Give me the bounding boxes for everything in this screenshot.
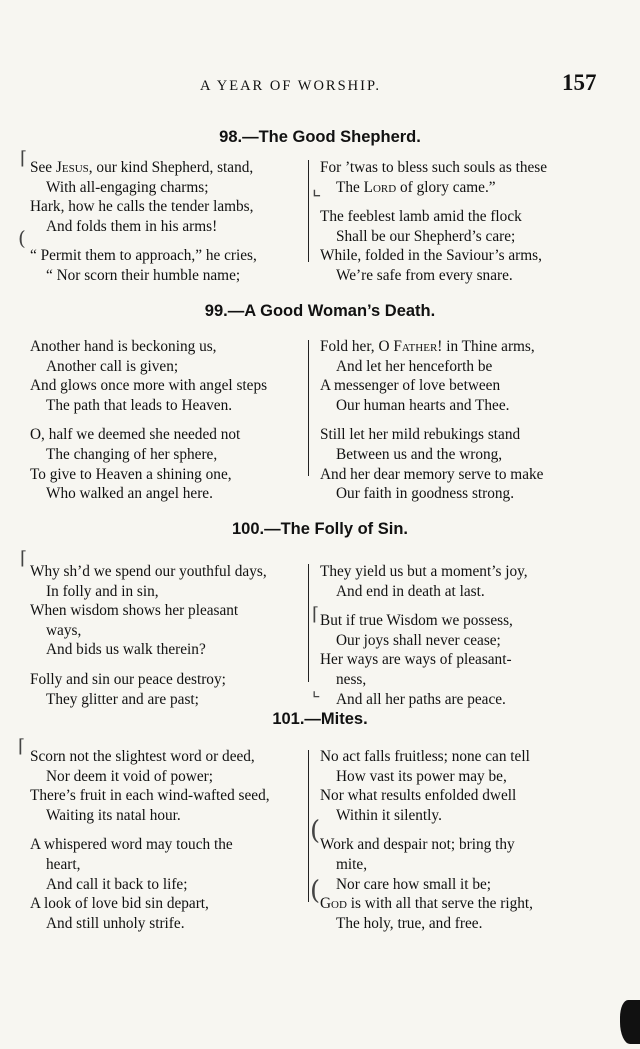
verse-line xyxy=(30,465,267,485)
verse-text: Work and despair not; bring thy xyxy=(320,836,515,854)
verse-text: Her ways are ways of pleasant- xyxy=(320,651,512,669)
verse-line xyxy=(30,601,267,621)
verse-text: “ Nor scorn their humble name; xyxy=(46,266,241,284)
verse-line xyxy=(320,650,528,670)
verse-text: “ Permit them to approach,” he cries, xyxy=(30,247,257,265)
stanza xyxy=(320,158,547,197)
verse-text: Another hand is beckoning us, xyxy=(30,338,217,355)
verse-text: Fold her, O xyxy=(320,338,394,355)
verse-line xyxy=(30,337,267,357)
verse-text: With all-engaging charms; xyxy=(46,178,209,196)
column-divider xyxy=(308,340,309,476)
verse-text: And glows once more with angel steps xyxy=(30,377,268,395)
stanza xyxy=(30,835,270,933)
column-divider xyxy=(308,750,309,902)
verse-text: A look of love bid sin depart, xyxy=(30,895,209,913)
verse-text: Within it silently. xyxy=(336,806,442,824)
verse-text: For ’twas to bless such souls as these xyxy=(320,159,548,176)
verse-text: of glory came.” xyxy=(396,178,496,196)
verse-line xyxy=(320,835,533,855)
verse-line xyxy=(30,445,267,465)
verse-text: Shall be our Shepherd’s care; xyxy=(336,227,516,245)
verse-text: Our faith in goodness strong. xyxy=(336,485,515,503)
hymn-title-101: 101.—Mites. xyxy=(272,710,368,728)
verse-text: And folds them in his arms! xyxy=(46,217,218,235)
verse-text: Still let her mild rebukings stand xyxy=(320,426,521,444)
verse-line xyxy=(30,178,257,198)
stanza xyxy=(30,425,267,503)
hymn-99-left-column xyxy=(30,337,267,514)
verse-line xyxy=(30,806,270,826)
verse-line xyxy=(30,786,270,806)
verse-text: Nor what results enfolded dwell xyxy=(320,787,517,805)
verse-line xyxy=(320,582,528,602)
verse-text: Jesus xyxy=(55,159,89,176)
page-number: 157 xyxy=(562,70,597,95)
verse-line xyxy=(320,894,533,914)
verse-line xyxy=(30,690,267,710)
verse-line xyxy=(320,690,528,710)
verse-text: See xyxy=(30,159,56,176)
verse-line xyxy=(320,445,543,465)
column-divider xyxy=(308,564,309,682)
verse-text: The changing of her sphere, xyxy=(46,445,218,463)
verse-text: And end in death at last. xyxy=(336,582,485,600)
verse-text: Waiting its natal hour. xyxy=(46,806,181,824)
pencil-bracket-mark: ⌞ xyxy=(312,176,322,200)
verse-text: While, folded in the Saviour’s arms, xyxy=(320,247,542,265)
verse-text: In folly and in sin, xyxy=(46,582,159,600)
verse-text: And bids us walk therein? xyxy=(46,641,206,659)
verse-text: A whispered word may touch the xyxy=(30,836,233,854)
verse-line xyxy=(30,396,267,416)
verse-line xyxy=(30,266,257,286)
stanza xyxy=(320,562,528,601)
verse-text: Lord xyxy=(363,178,397,196)
verse-line xyxy=(320,425,543,445)
verse-text: When wisdom shows her pleasant xyxy=(30,602,239,620)
verse-text: Why sh’d we spend our youthful days, xyxy=(30,563,267,580)
verse-line xyxy=(320,396,543,416)
verse-line xyxy=(30,158,257,178)
hymn-101-left-column xyxy=(30,747,270,943)
verse-line xyxy=(30,357,267,377)
verse-line xyxy=(30,894,270,914)
verse-text: Who walked an angel here. xyxy=(46,485,213,503)
verse-text: , our kind Shepherd, stand, xyxy=(88,159,254,176)
stanza xyxy=(30,337,267,415)
verse-text: There’s fruit in each wind-wafted seed, xyxy=(30,787,270,805)
verse-line xyxy=(320,611,528,631)
pencil-bracket-mark: ⌞ xyxy=(312,680,321,701)
verse-line xyxy=(320,337,543,357)
pencil-bracket-mark: ⌈ xyxy=(312,604,320,625)
verse-text: The holy, true, and free. xyxy=(336,914,483,932)
verse-text: Another call is given; xyxy=(46,357,179,375)
running-title: A YEAR OF WORSHIP. xyxy=(200,78,382,94)
verse-line xyxy=(320,914,533,934)
ink-blot xyxy=(620,1000,640,1044)
stanza xyxy=(320,207,547,285)
hymn-100-left-column xyxy=(30,562,267,719)
hymn-99-right-column xyxy=(320,337,543,514)
verse-line xyxy=(30,484,267,504)
hymn-98-left-column xyxy=(30,158,257,296)
pencil-bracket-mark: ⌈ xyxy=(20,548,28,569)
verse-text: Nor care how small it be; xyxy=(336,875,492,893)
verse-text: Hark, how he calls the tender lambs, xyxy=(30,198,254,216)
verse-text: They yield us but a moment’s joy, xyxy=(320,563,528,580)
verse-line xyxy=(320,158,547,178)
verse-text: Nor deem it void of power; xyxy=(46,767,213,785)
hymn-title-98: 98.—The Good Shepherd. xyxy=(219,128,421,146)
stanza xyxy=(320,425,543,503)
verse-line xyxy=(30,582,267,602)
stanza xyxy=(30,158,257,236)
verse-line xyxy=(30,767,270,787)
verse-text: A messenger of love between xyxy=(320,377,501,395)
verse-text: And still unholy strife. xyxy=(46,914,185,932)
verse-line xyxy=(30,914,270,934)
verse-line xyxy=(320,562,528,582)
verse-line xyxy=(30,670,267,690)
verse-text: is with all that serve the right, xyxy=(346,895,534,913)
verse-line xyxy=(30,376,267,396)
verse-text: ! in Thine arms, xyxy=(437,338,535,355)
verse-line xyxy=(320,484,543,504)
verse-line xyxy=(320,207,547,227)
verse-text: Our human hearts and Thee. xyxy=(336,396,510,414)
verse-text: Father xyxy=(393,338,438,355)
verse-text: Folly and sin our peace destroy; xyxy=(30,670,226,688)
verse-text: They glitter and are past; xyxy=(46,690,199,708)
verse-line xyxy=(30,197,257,217)
verse-text: And let her henceforth be xyxy=(336,357,493,375)
verse-text: And call it back to life; xyxy=(46,875,188,893)
pencil-bracket-mark: ( xyxy=(310,876,321,906)
verse-text: heart, xyxy=(46,855,81,873)
stanza xyxy=(30,670,267,709)
verse-line xyxy=(320,178,547,198)
verse-line xyxy=(320,747,533,767)
verse-text: ness, xyxy=(336,670,367,688)
verse-text: The xyxy=(336,178,364,196)
verse-line xyxy=(320,465,543,485)
verse-line xyxy=(30,217,257,237)
stanza xyxy=(320,337,543,415)
stanza xyxy=(320,747,533,825)
verse-line xyxy=(320,376,543,396)
verse-text: mite, xyxy=(336,855,368,873)
verse-line xyxy=(320,670,528,690)
verse-text: And her dear memory serve to make xyxy=(320,465,544,483)
verse-line xyxy=(320,246,547,266)
verse-text: Scorn not the slightest word or deed, xyxy=(30,748,255,765)
verse-line xyxy=(320,855,533,875)
hymn-title-99: 99.—A Good Woman’s Death. xyxy=(204,302,436,320)
verse-text: God xyxy=(320,895,347,913)
hymn-98-right-column xyxy=(320,158,547,296)
pencil-bracket-mark: ⌈ xyxy=(20,148,28,169)
hymn-title-100: 100.—The Folly of Sin. xyxy=(231,520,409,538)
verse-line xyxy=(320,631,528,651)
hymn-100-right-column xyxy=(320,562,528,719)
verse-text: But if true Wisdom we possess, xyxy=(320,612,513,630)
verse-line xyxy=(320,806,533,826)
verse-text: The path that leads to Heaven. xyxy=(46,396,233,414)
column-divider xyxy=(308,160,309,262)
verse-line xyxy=(30,855,270,875)
verse-line xyxy=(320,227,547,247)
stanza xyxy=(320,835,533,933)
verse-line xyxy=(30,562,267,582)
verse-line xyxy=(320,767,533,787)
verse-line xyxy=(30,425,267,445)
verse-text: No act falls fruitless; none can tell xyxy=(320,748,530,765)
verse-line xyxy=(30,747,270,767)
stanza xyxy=(30,747,270,825)
verse-text: And all her paths are peace. xyxy=(336,690,506,708)
verse-line xyxy=(30,621,267,641)
stanza xyxy=(30,246,257,285)
pencil-bracket-mark: ( xyxy=(310,816,321,846)
verse-line xyxy=(30,835,270,855)
verse-text: Between us and the wrong, xyxy=(336,445,503,463)
pencil-bracket-mark: ⌈ xyxy=(18,736,26,757)
verse-line xyxy=(30,640,267,660)
verse-text: Our joys shall never cease; xyxy=(336,631,501,649)
verse-line xyxy=(30,875,270,895)
stanza xyxy=(30,562,267,660)
verse-text: O, half we deemed she needed not xyxy=(30,426,241,444)
verse-line xyxy=(30,246,257,266)
verse-text: ways, xyxy=(46,621,82,639)
verse-text: The feeblest lamb amid the flock xyxy=(320,208,522,226)
verse-text: To give to Heaven a shining one, xyxy=(30,465,232,483)
verse-line xyxy=(320,266,547,286)
running-head xyxy=(0,70,640,96)
verse-line xyxy=(320,786,533,806)
pencil-bracket-mark: ( xyxy=(18,226,26,250)
verse-text: We’re safe from every snare. xyxy=(336,266,513,284)
verse-text: How vast its power may be, xyxy=(336,767,507,785)
stanza xyxy=(320,611,528,709)
verse-line xyxy=(320,357,543,377)
verse-line xyxy=(320,875,533,895)
hymn-101-right-column xyxy=(320,747,533,943)
